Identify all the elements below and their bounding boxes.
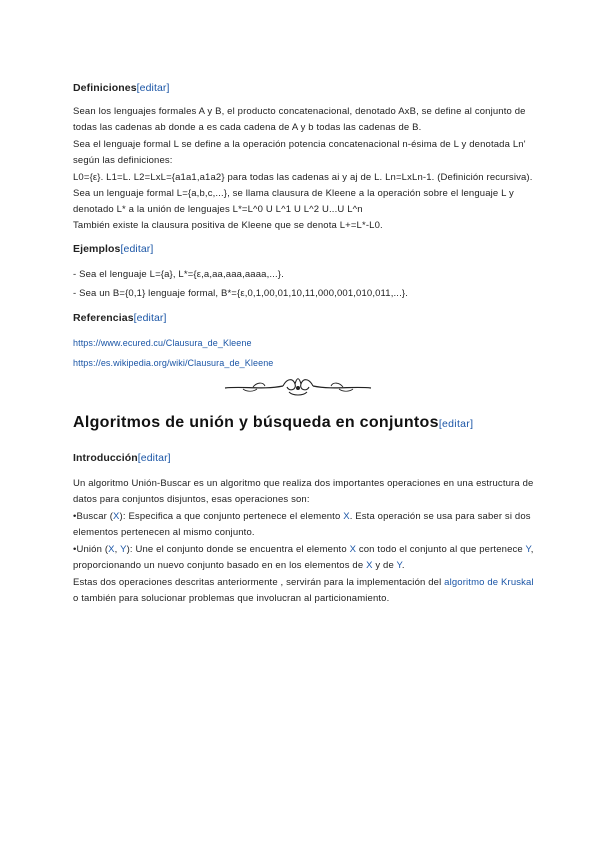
reference-link-ecured[interactable]: https://www.ecured.cu/Clausura_de_Kleene — [73, 338, 252, 348]
text-run: . — [401, 560, 405, 571]
text-run: y de — [372, 560, 397, 571]
heading-algoritmos — [73, 414, 473, 432]
text-run: , proporcionando un nuevo conjunto basado en en los elementos de — [73, 544, 534, 571]
variable-x: X — [108, 544, 115, 555]
reference-link-wikipedia[interactable]: https://es.wikipedia.org/wiki/Clausura_de_Kleene — [73, 358, 274, 368]
text-run: o también para solucionar problemas que involucran al particionamiento. — [73, 593, 390, 604]
paragraph-clausura-positiva: También existe la clausura positiva de Kleene que se denota L+=L*-L0. — [73, 220, 383, 231]
edit-link-algoritmos[interactable]: [editar] — [438, 418, 474, 430]
variable-y: Y — [120, 544, 127, 555]
paragraph-buscar — [73, 509, 538, 541]
edit-link-referencias[interactable]: [editar] — [133, 312, 167, 324]
heading-ejemplos — [73, 243, 153, 255]
variable-x: X — [349, 544, 357, 555]
variable-x: X — [343, 511, 350, 522]
text-run: , — [114, 544, 121, 555]
text-run: . Esta operación se usa para saber si dos elementos pertenecen al mismo conjunto. — [73, 511, 531, 538]
paragraph-kleene: L0={ε}. L1=L. L2=LxL={a1a1,a1a2} para todas las cadenas ai y aj de L. Ln=LxLn-1. (Definición recursiva). Sea un lenguaje formal L={a,b,c,...}, se llama clausura de Kleene a la operación sobre el lenguaje L y denotado L* a la unión de lenguajes L*=L^0 U L^1 U L^2 U...U L^n — [73, 172, 533, 215]
edit-link-introduccion[interactable]: [editar] — [137, 452, 171, 464]
variable-y: Y — [396, 560, 402, 571]
paragraph-kruskal — [73, 575, 538, 607]
heading-introduccion-text: Introducción — [73, 452, 138, 464]
heading-definiciones-text: Definiciones — [73, 82, 137, 94]
paragraph-union-buscar: Un algoritmo Unión-Buscar es un algoritmo que realiza dos importantes operaciones en una estructura de datos para conjuntos disjuntos, esas operaciones son: — [73, 478, 534, 505]
edit-link-definiciones[interactable]: [editar] — [136, 82, 170, 94]
text-run: ): Une el conjunto donde se encuentra el elemento — [126, 544, 350, 555]
text-run: •Unión ( — [73, 544, 109, 555]
example-item-1: - Sea el lenguaje L={a}, L*={ε,a,aa,aaa,aaaa,...}. — [73, 269, 284, 280]
variable-x: X — [113, 511, 120, 522]
ornamental-divider-icon — [223, 374, 373, 398]
variable-y: Y — [525, 544, 531, 555]
example-item-2: - Sea un B={0,1} lenguaje formal, B*={ε,0,1,00,01,10,11,000,001,010,011,...}. — [73, 288, 408, 299]
heading-definiciones — [73, 82, 170, 94]
heading-introduccion — [73, 452, 171, 464]
heading-ejemplos-text: Ejemplos — [73, 243, 121, 255]
link-algoritmo-kruskal[interactable]: algoritmo de Kruskal — [444, 577, 534, 588]
text-run: con todo el conjunto al que pertenece — [356, 544, 526, 555]
variable-x: X — [366, 560, 373, 571]
heading-algoritmos-text: Algoritmos de unión y búsqueda en conjuntos — [73, 414, 439, 431]
text-run: ): Especifica a que conjunto pertenece el elemento — [119, 511, 344, 522]
paragraph-producto: Sean los lenguajes formales A y B, el producto concatenacional, denotado AxB, se define al conjunto de todas las cadenas ab donde a es cada cadena de A y b todas las cadenas de B. — [73, 106, 526, 133]
paragraph-union — [73, 542, 538, 574]
heading-referencias — [73, 312, 167, 324]
text-run: Estas dos operaciones descritas anteriormente , servirán para la implementación del — [73, 577, 445, 588]
edit-link-ejemplos[interactable]: [editar] — [120, 243, 154, 255]
paragraph-potencia: Sea el lenguaje formal L se define a la operación potencia concatenacional n-ésima de L y denotada Ln' según las definiciones: — [73, 139, 526, 166]
heading-referencias-text: Referencias — [73, 312, 134, 324]
text-run: •Buscar ( — [73, 511, 114, 522]
